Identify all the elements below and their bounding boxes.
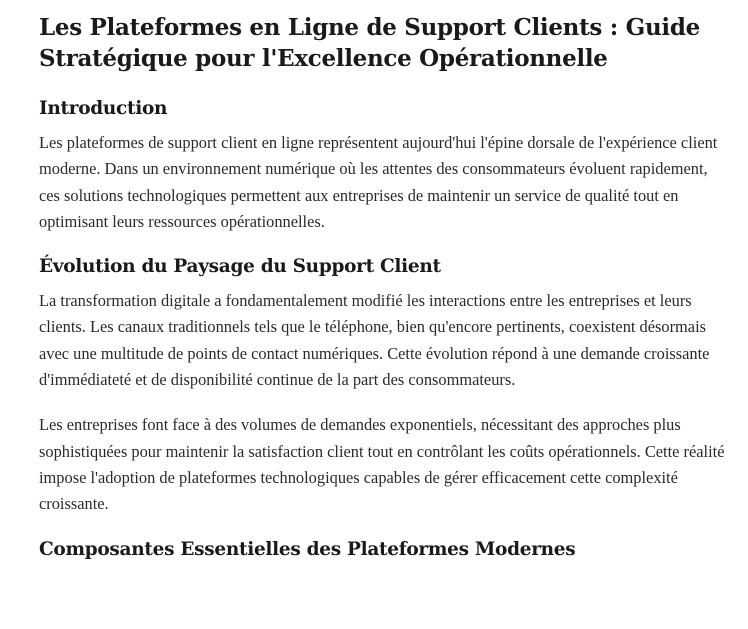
section-composantes bbox=[39, 537, 729, 563]
section-introduction bbox=[39, 96, 729, 235]
paragraph: La transformation digitale a fondamentalement modifié les interactions entre les entreprises et leurs clients. Les canaux traditionnels tels que le téléphone, bien qu'encore pertinents, coexistent désormais avec une multitude de points de contact numériques. Cette évolution répond à une demande croissante d'immédiateté et de disponibilité continue de la part des consommateurs. bbox=[39, 291, 710, 390]
section-heading: Évolution du Paysage du Support Client bbox=[39, 256, 441, 278]
article-title: Les Plateformes en Ligne de Support Clients : Guide Stratégique pour l'Excellence Opérationnelle bbox=[39, 14, 700, 72]
paragraph: Les plateformes de support client en ligne représentent aujourd'hui l'épine dorsale de l'expérience client moderne. Dans un environnement numérique où les attentes des consommateurs évoluent rapidement, ces solutions technologiques permettent aux entreprises de maintenir un service de qualité tout en optimisant leurs ressources opérationnelles. bbox=[39, 133, 718, 231]
section-heading: Composantes Essentielles des Plateformes Modernes bbox=[39, 538, 576, 560]
paragraph: Les entreprises font face à des volumes de demandes exponentiels, nécessitant des approches plus sophistiquées pour maintenir la satisfaction client tout en contrôlant les coûts opérationnels. Cette réalité impose l'adoption de plateformes technologiques capables de gérer efficacement cette complexité croissante. bbox=[39, 415, 725, 514]
section-heading: Introduction bbox=[39, 98, 168, 119]
section-evolution bbox=[39, 254, 729, 517]
article bbox=[39, 12, 729, 571]
